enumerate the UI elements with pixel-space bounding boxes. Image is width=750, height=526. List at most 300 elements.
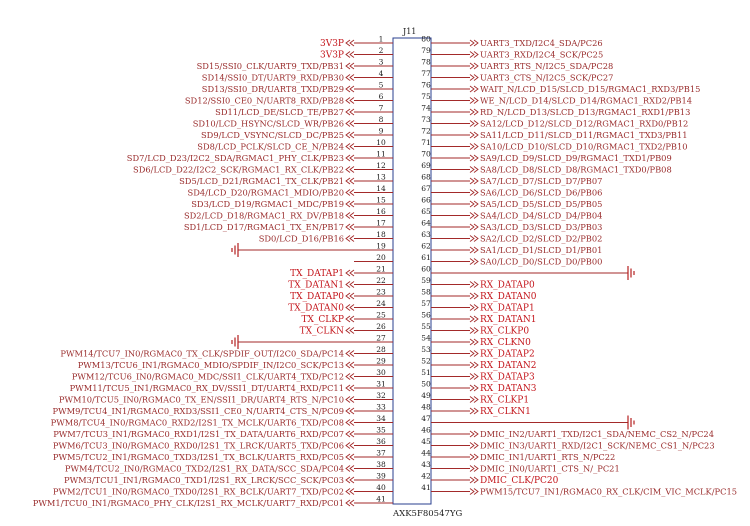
pin-73 bbox=[421, 115, 688, 130]
net-flag-icon bbox=[346, 282, 354, 288]
pin-15 bbox=[191, 196, 393, 211]
net-flag-icon bbox=[470, 454, 478, 460]
pin-67 bbox=[421, 184, 602, 199]
pin-63 bbox=[421, 230, 602, 245]
net-flag-icon bbox=[346, 178, 354, 184]
pin-net-label: RX_CLKN0 bbox=[480, 338, 531, 348]
pin-net-label: PWM7/TCU3_IN1/RGMAC0_RXD1/I2S1_TX_DATA/UART6_RXD/PC07 bbox=[53, 429, 344, 439]
net-flag-icon bbox=[346, 489, 354, 495]
net-flag-icon bbox=[346, 374, 354, 380]
pin-net-label: PWM8/TCU4_IN0/RGMAC0_RXD2/I2S1_TX_MCLK/UART6_TXD/PC08 bbox=[50, 417, 344, 428]
net-flag-icon bbox=[470, 385, 478, 391]
pin-39 bbox=[64, 472, 393, 487]
pin-net-label: SA0/LCD_D0/SLCD_D0/PB00 bbox=[480, 256, 603, 267]
net-flag-icon bbox=[470, 40, 478, 46]
pin-16 bbox=[184, 207, 393, 222]
pin-number: 58 bbox=[421, 287, 431, 297]
pin-number: 11 bbox=[376, 149, 386, 159]
net-flag-icon bbox=[346, 454, 354, 460]
pin-net-label: SD10/LCD_HSYNC/SLCD_WR/PB26 bbox=[192, 118, 344, 129]
pin-net-label: RX_DATAP0 bbox=[480, 280, 535, 291]
pin-64 bbox=[421, 219, 602, 234]
net-flag-icon bbox=[470, 293, 478, 299]
pin-number: 19 bbox=[376, 241, 386, 251]
pin-net-label: SA11/LCD_D11/SLCD_D11/RGMAC1_TXD3/PB11 bbox=[480, 130, 688, 140]
pin-number: 61 bbox=[421, 253, 431, 262]
pin-number: 6 bbox=[378, 92, 384, 101]
pin-net-label: TX_DATAP1 bbox=[290, 269, 344, 279]
net-flag-icon bbox=[470, 305, 478, 311]
left-pin-group bbox=[33, 35, 393, 510]
pin-10 bbox=[197, 138, 393, 153]
pin-number: 65 bbox=[421, 207, 431, 216]
pin-number: 71 bbox=[421, 138, 431, 147]
pin-number: 80 bbox=[421, 34, 431, 44]
pin-net-label: 3V3P bbox=[319, 39, 344, 49]
pin-net-label: SA10/LCD_D10/SLCD_D10/RGMAC1_TXD2/PB10 bbox=[480, 141, 688, 152]
pin-59 bbox=[421, 276, 535, 291]
pin-net-label: RX_DATAP1 bbox=[480, 303, 535, 314]
pin-44 bbox=[421, 449, 615, 464]
pin-41 bbox=[33, 495, 393, 510]
pin-31 bbox=[70, 380, 393, 395]
pin-number: 50 bbox=[421, 379, 431, 389]
pin-number: 36 bbox=[376, 437, 386, 446]
pin-66 bbox=[421, 196, 602, 211]
net-flag-icon bbox=[470, 408, 478, 414]
pin-80 bbox=[421, 35, 602, 50]
pin-number: 15 bbox=[376, 195, 386, 205]
pin-net-label: SD4/LCD_D20/RGMAC1_MDIO/PB20 bbox=[187, 187, 344, 198]
pin-net-label: SD13/SSI0_DR/UART8_TXD/PB29 bbox=[201, 84, 344, 94]
net-flag-icon bbox=[470, 339, 478, 345]
pin-number: 29 bbox=[376, 356, 386, 366]
net-flag-icon bbox=[470, 362, 478, 368]
net-flag-icon bbox=[346, 213, 354, 219]
pin-number: 26 bbox=[376, 322, 386, 331]
net-flag-icon bbox=[470, 144, 478, 150]
connector-part-label: AXK5F80547YG bbox=[393, 509, 463, 519]
pin-net-label: RX_DATAN0 bbox=[480, 292, 537, 302]
net-flag-icon bbox=[346, 155, 354, 161]
pin-number: 72 bbox=[421, 126, 431, 136]
net-flag-icon bbox=[470, 190, 478, 196]
net-flag-icon bbox=[346, 236, 354, 242]
pin-number: 5 bbox=[378, 80, 384, 90]
pin-3 bbox=[197, 58, 393, 73]
pin-30 bbox=[72, 368, 393, 383]
pin-number: 67 bbox=[421, 184, 431, 193]
pin-number: 64 bbox=[421, 218, 431, 228]
right-pin-group bbox=[421, 35, 737, 498]
pin-number: 66 bbox=[421, 195, 431, 205]
pin-net-label: DMIC_IN3/UART1_RXD/I2C1_SCK/NEMC_CS1_N/PC23 bbox=[480, 440, 715, 451]
ground-symbol-icon bbox=[232, 243, 238, 257]
net-flag-icon bbox=[346, 201, 354, 207]
net-flag-icon bbox=[470, 63, 478, 69]
net-flag-icon bbox=[346, 443, 354, 449]
pin-number: 17 bbox=[376, 218, 386, 228]
pin-number: 76 bbox=[421, 80, 431, 90]
pin-number: 39 bbox=[376, 471, 386, 481]
pin-number: 59 bbox=[421, 276, 431, 285]
net-flag-icon bbox=[470, 316, 478, 322]
pin-12 bbox=[133, 161, 393, 176]
pin-number: 12 bbox=[376, 161, 386, 170]
net-flag-icon bbox=[470, 98, 478, 104]
pin-net-label: TX_DATAN0 bbox=[288, 303, 344, 314]
net-flag-icon bbox=[346, 52, 354, 58]
pin-number: 70 bbox=[421, 149, 431, 159]
ground-symbol-icon bbox=[232, 335, 238, 349]
net-flag-icon bbox=[346, 477, 354, 483]
pin-net-label: PWM4/TCU2_IN0/RGMAC0_TXD2/I2S1_RX_DATA/SCC_SDA/PC04 bbox=[64, 463, 344, 474]
net-flag-icon bbox=[470, 328, 478, 334]
pin-69 bbox=[421, 161, 672, 176]
net-flag-icon bbox=[346, 293, 354, 299]
pin-net-label: SD15/SSI0_CLK/UART9_TXD/PB31 bbox=[196, 61, 344, 71]
net-flag-icon bbox=[470, 132, 478, 138]
pin-number: 56 bbox=[421, 310, 431, 320]
pin-37 bbox=[53, 449, 393, 464]
pin-33 bbox=[53, 403, 393, 418]
net-flag-icon bbox=[346, 224, 354, 230]
pin-36 bbox=[53, 437, 393, 452]
connector-ref-label: J11 bbox=[403, 27, 417, 36]
pin-net-label: SD3/LCD_D19/RGMAC1_MDC/PB19 bbox=[191, 199, 344, 209]
net-flag-icon bbox=[346, 144, 354, 150]
pin-number: 44 bbox=[421, 448, 431, 458]
pin-net-label: PWM6/TCU3_IN0/RGMAC0_RXD0/I2S1_TX_LRCK/UART5_TXD/PC06 bbox=[52, 440, 344, 451]
net-flag-icon bbox=[470, 236, 478, 242]
pin-net-label: WAIT_N/LCD_D15/SLCD_D15/RGMAC1_RXD3/PB15 bbox=[480, 84, 701, 94]
net-flag-icon bbox=[470, 52, 478, 58]
pin-number: 22 bbox=[376, 276, 386, 285]
pin-number: 27 bbox=[376, 333, 386, 343]
pin-net-label: UART3_CTS_N/I2C5_SCK/PC27 bbox=[480, 72, 614, 83]
pin-19 bbox=[232, 242, 393, 258]
pin-75 bbox=[421, 92, 692, 107]
pin-number: 42 bbox=[421, 471, 431, 481]
pin-41 bbox=[421, 483, 737, 498]
pin-number: 77 bbox=[421, 69, 431, 78]
pin-number: 69 bbox=[421, 161, 431, 170]
pin-number: 9 bbox=[378, 126, 384, 136]
pin-net-label: PWM2/TCU1_IN0/RGMAC0_TXD0/I2S1_RX_BCLK/UART7_TXD/PC02 bbox=[52, 486, 344, 497]
pin-number: 57 bbox=[421, 299, 431, 308]
net-flag-icon bbox=[346, 98, 354, 104]
pin-number: 46 bbox=[421, 425, 431, 435]
net-flag-icon bbox=[346, 167, 354, 173]
pin-number: 35 bbox=[376, 425, 386, 435]
pin-6 bbox=[185, 92, 393, 107]
pin-number: 24 bbox=[376, 299, 386, 308]
pin-net-label: SD0/LCD_D16/PB16 bbox=[258, 233, 344, 244]
pin-number: 45 bbox=[421, 437, 431, 446]
pin-net-label: TX_DATAN1 bbox=[288, 280, 344, 291]
pin-60 bbox=[421, 265, 634, 281]
pin-net-label: SD2/LCD_D18/RGMAC1_RX_DV/PB18 bbox=[183, 210, 344, 221]
pin-number: 43 bbox=[421, 460, 431, 469]
pin-net-label: SA7/LCD_D7/SLCD_D7/PB07 bbox=[480, 176, 603, 186]
pin-net-label: SA12/LCD_D12/SLCD_D12/RGMAC1_RXD0/PB12 bbox=[480, 118, 689, 129]
pin-number: 55 bbox=[421, 322, 431, 331]
pin-net-label: TX_DATAP0 bbox=[290, 292, 344, 302]
pin-number: 20 bbox=[376, 253, 386, 262]
pin-32 bbox=[59, 391, 393, 406]
pin-17 bbox=[184, 219, 393, 234]
pin-net-label: SA6/LCD_D6/SLCD_D6/PB06 bbox=[480, 187, 603, 198]
pin-net-label: RX_CLKP0 bbox=[480, 326, 530, 337]
pin-number: 2 bbox=[378, 46, 384, 55]
pin-net-label: PWM14/TCU7_IN0/RGMAC0_TX_CLK/SPDIF_OUT/I2C0_SDA/PC14 bbox=[60, 348, 344, 359]
pin-74 bbox=[421, 104, 690, 119]
pin-76 bbox=[421, 81, 700, 96]
net-flag-icon bbox=[346, 466, 354, 472]
pin-number: 47 bbox=[421, 414, 431, 423]
net-flag-icon bbox=[470, 247, 478, 253]
pin-number: 1 bbox=[378, 34, 384, 44]
pin-number: 41 bbox=[376, 494, 386, 504]
net-flag-icon bbox=[470, 351, 478, 357]
pin-number: 28 bbox=[376, 345, 386, 354]
net-flag-icon bbox=[470, 374, 478, 380]
pin-net-label: SA3/LCD_D3/SLCD_D3/PB03 bbox=[480, 222, 603, 232]
net-flag-icon bbox=[346, 121, 354, 127]
pin-number: 33 bbox=[376, 402, 386, 412]
net-flag-icon bbox=[346, 385, 354, 391]
net-flag-icon bbox=[470, 489, 478, 495]
pin-number: 3 bbox=[378, 57, 384, 67]
pin-34 bbox=[51, 414, 393, 429]
net-flag-icon bbox=[470, 155, 478, 161]
pin-38 bbox=[65, 460, 393, 475]
pin-72 bbox=[421, 127, 687, 142]
pin-number: 49 bbox=[421, 391, 431, 400]
pin-net-label: SD12/SSI0_CE0_N/UART8_RXD/PB28 bbox=[184, 95, 344, 106]
pin-70 bbox=[421, 150, 672, 165]
pin-net-label: SD6/LCD_D22/I2C2_SCK/RGMAC1_RX_CLK/PB22 bbox=[133, 164, 344, 175]
pin-number: 8 bbox=[378, 115, 384, 124]
pin-number: 21 bbox=[376, 264, 386, 274]
pin-61 bbox=[421, 253, 602, 268]
pin-number: 32 bbox=[376, 391, 386, 400]
pin-65 bbox=[421, 207, 602, 222]
net-flag-icon bbox=[346, 500, 354, 506]
pin-net-label: SD1/LCD_D17/RGMAC1_TX_EN/PB17 bbox=[183, 222, 344, 232]
net-flag-icon bbox=[470, 477, 478, 483]
pin-net-label: SA4/LCD_D4/SLCD_D4/PB04 bbox=[480, 210, 603, 221]
pin-number: 79 bbox=[421, 46, 431, 55]
pin-number: 16 bbox=[376, 207, 386, 216]
pin-number: 37 bbox=[376, 448, 386, 458]
pin-77 bbox=[421, 69, 613, 84]
net-flag-icon bbox=[346, 86, 354, 92]
ground-symbol-icon bbox=[628, 266, 634, 280]
pin-net-label: DMIC_CLK/PC20 bbox=[480, 476, 559, 486]
pin-number: 63 bbox=[421, 230, 431, 239]
ground-symbol-icon bbox=[628, 416, 634, 430]
pin-11 bbox=[127, 150, 393, 165]
net-flag-icon bbox=[470, 224, 478, 230]
net-flag-icon bbox=[470, 213, 478, 219]
pin-net-label: PWM3/TCU1_IN1/RGMAC0_TXD1/I2S1_RX_LRCK/SCC_SCK/PC03 bbox=[63, 475, 344, 485]
pin-4 bbox=[202, 69, 393, 84]
net-flag-icon bbox=[346, 63, 354, 69]
net-flag-icon bbox=[346, 328, 354, 334]
pin-number: 34 bbox=[376, 414, 386, 423]
pin-number: 51 bbox=[421, 368, 431, 377]
pin-net-label: SD8/LCD_PCLK/SLCD_CE_N/PB24 bbox=[197, 141, 344, 152]
pin-42 bbox=[421, 472, 558, 487]
pin-net-label: RD_N/LCD_D13/SLCD_D13/RGMAC1_RXD1/PB13 bbox=[480, 107, 691, 117]
pin-45 bbox=[421, 437, 714, 452]
pin-net-label: DMIC_IN0/UART1_CTS_N/_PC21 bbox=[480, 463, 620, 474]
pin-18 bbox=[259, 230, 393, 245]
pin-net-label: PWM13/TCU6_IN1/RGMAC0_MDIO/SPDIF_IN/I2C0_SCK/PC13 bbox=[77, 360, 344, 370]
pin-net-label: DMIC_IN2/UART1_TXD/I2C1_SDA/NEMC_CS2_N/PC24 bbox=[480, 429, 714, 439]
pin-net-label: PWM12/TCU6_IN0/RGMAC0_MDC/SSI1_CLK/UART4_TXD/PC12 bbox=[71, 371, 344, 382]
pin-number: 41 bbox=[421, 483, 431, 492]
pin-net-label: SA9/LCD_D9/SLCD_D9/RGMAC1_TXD1/PB09 bbox=[480, 153, 672, 163]
pin-71 bbox=[421, 138, 687, 153]
pin-net-label: PWM11/TCU5_IN1/RGMAC0_RX_DV/SSI1_DT/UART4_RXD/PC11 bbox=[69, 383, 344, 393]
pin-net-label: 3V3P bbox=[319, 50, 344, 61]
pin-net-label: PWM5/TCU2_IN1/RGMAC0_TXD3/I2S1_TX_BCLK/UART5_RXD/PC05 bbox=[52, 452, 344, 462]
net-flag-icon bbox=[470, 259, 478, 265]
net-flag-icon bbox=[346, 270, 354, 276]
net-flag-icon bbox=[470, 86, 478, 92]
pin-number: 52 bbox=[421, 356, 431, 366]
net-flag-icon bbox=[346, 420, 354, 426]
pin-number: 31 bbox=[376, 379, 386, 389]
net-flag-icon bbox=[470, 167, 478, 173]
pin-78 bbox=[421, 58, 613, 73]
net-flag-icon bbox=[346, 431, 354, 437]
pin-8 bbox=[193, 115, 393, 130]
pin-net-label: RX_DATAN2 bbox=[480, 361, 537, 371]
net-flag-icon bbox=[470, 178, 478, 184]
pin-net-label: RX_CLKN1 bbox=[480, 407, 531, 417]
net-flag-icon bbox=[346, 109, 354, 115]
net-flag-icon bbox=[470, 75, 478, 81]
pin-net-label: RX_DATAN3 bbox=[480, 384, 537, 394]
pin-number: 18 bbox=[376, 230, 386, 239]
pin-number: 75 bbox=[421, 92, 431, 101]
pin-net-label: RX_CLKP1 bbox=[480, 395, 530, 406]
pin-46 bbox=[421, 426, 714, 441]
net-flag-icon bbox=[470, 443, 478, 449]
pin-68 bbox=[421, 173, 602, 188]
pin-62 bbox=[421, 242, 602, 257]
pin-net-label: TX_CLKN bbox=[299, 326, 344, 337]
pin-net-label: TX_CLKP bbox=[301, 315, 344, 325]
net-flag-icon bbox=[470, 466, 478, 472]
pin-number: 7 bbox=[378, 103, 384, 113]
pin-net-label: SD9/LCD_VSYNC/SLCD_DC/PB25 bbox=[201, 130, 344, 140]
pin-net-label: RX_DATAP2 bbox=[480, 349, 535, 360]
pin-net-label: RX_DATAP3 bbox=[480, 372, 535, 383]
net-flag-icon bbox=[470, 109, 478, 115]
net-flag-icon bbox=[346, 362, 354, 368]
net-flag-icon bbox=[346, 316, 354, 322]
pin-number: 30 bbox=[376, 368, 386, 377]
pin-number: 13 bbox=[376, 172, 386, 182]
pin-number: 25 bbox=[376, 310, 386, 320]
pin-number: 4 bbox=[378, 69, 384, 78]
pin-net-label: SA5/LCD_D5/SLCD_D5/PB05 bbox=[480, 199, 603, 209]
pin-13 bbox=[179, 173, 393, 188]
pin-net-label: SA1/LCD_D1/SLCD_D1/PB01 bbox=[480, 245, 603, 255]
pin-net-label: SD11/LCD_DE/SLCD_TE/PB27 bbox=[215, 107, 344, 117]
pin-5 bbox=[202, 81, 393, 96]
pin-net-label: PWM15/TCU7_IN1/RGMAC0_RX_CLK/CIM_VIC_MCLK/PC15 bbox=[480, 486, 738, 497]
net-flag-icon bbox=[470, 121, 478, 127]
pin-net-label: SA8/LCD_D8/SLCD_D8/RGMAC1_TXD0/PB08 bbox=[480, 164, 672, 175]
pin-net-label: SD5/LCD_D21/RGMAC1_TX_CLK/PB21 bbox=[179, 176, 344, 186]
net-flag-icon bbox=[346, 40, 354, 46]
pin-net-label: SD14/SSI0_DT/UART9_RXD/PB30 bbox=[201, 72, 344, 83]
net-flag-icon bbox=[470, 431, 478, 437]
pin-79 bbox=[421, 46, 603, 61]
pin-net-label: UART3_TXD/I2C4_SDA/PC26 bbox=[480, 38, 603, 48]
pin-35 bbox=[53, 426, 393, 441]
pin-net-label: PWM10/TCU5_IN0/RGMAC0_TX_EN/SSI1_DR/UART4_RTS_N/PC10 bbox=[58, 394, 344, 405]
pin-number: 68 bbox=[421, 172, 431, 182]
net-flag-icon bbox=[346, 351, 354, 357]
pin-net-label: WE_N/LCD_D14/SLCD_D14/RGMAC1_RXD2/PB14 bbox=[480, 95, 693, 106]
net-flag-icon bbox=[346, 75, 354, 81]
pin-number: 62 bbox=[421, 241, 431, 251]
net-flag-icon bbox=[346, 190, 354, 196]
pin-number: 54 bbox=[421, 333, 431, 343]
pin-number: 10 bbox=[376, 138, 386, 147]
pin-14 bbox=[188, 184, 393, 199]
net-flag-icon bbox=[346, 408, 354, 414]
pin-net-label: UART3_RTS_N/I2C5_SDA/PC28 bbox=[480, 61, 614, 71]
pin-7 bbox=[215, 104, 393, 119]
pin-net-label: PWM1/TCU0_IN1/RGMAC0_PHY_CLK/I2S1_RX_MCLK/UART7_RXD/PC01 bbox=[32, 498, 344, 508]
pin-number: 74 bbox=[421, 103, 431, 113]
pin-number: 53 bbox=[421, 345, 431, 354]
pin-net-label: SA2/LCD_D2/SLCD_D2/PB02 bbox=[480, 233, 603, 244]
net-flag-icon bbox=[346, 132, 354, 138]
pin-number: 40 bbox=[376, 483, 386, 492]
pin-number: 48 bbox=[421, 402, 431, 412]
pin-net-label: RX_DATAN1 bbox=[480, 315, 537, 325]
net-flag-icon bbox=[346, 305, 354, 311]
pin-43 bbox=[421, 460, 620, 475]
pin-20 bbox=[354, 253, 393, 262]
pin-29 bbox=[78, 357, 393, 372]
net-flag-icon bbox=[470, 282, 478, 288]
pin-net-label: SD7/LCD_D23/I2C2_SDA/RGMAC1_PHY_CLK/PB23 bbox=[126, 153, 344, 163]
pin-28 bbox=[60, 345, 393, 360]
pin-net-label: PWM9/TCU4_IN1/RGMAC0_RXD3/SSI1_CE0_N/UART4_CTS_N/PC09 bbox=[52, 406, 344, 416]
net-flag-icon bbox=[470, 201, 478, 207]
pin-number: 14 bbox=[376, 184, 386, 193]
net-flag-icon bbox=[470, 397, 478, 403]
pin-number: 60 bbox=[421, 264, 431, 274]
pin-number: 78 bbox=[421, 57, 431, 67]
pin-number: 38 bbox=[376, 460, 386, 469]
net-flag-icon bbox=[346, 397, 354, 403]
pin-net-label: UART3_RXD/I2C4_SCK/PC25 bbox=[480, 49, 604, 60]
pin-40 bbox=[53, 483, 393, 498]
pin-number: 23 bbox=[376, 287, 386, 297]
pin-net-label: DMIC_IN1/UART1_RTS_N/PC22 bbox=[480, 452, 616, 462]
pin-9 bbox=[201, 127, 393, 142]
